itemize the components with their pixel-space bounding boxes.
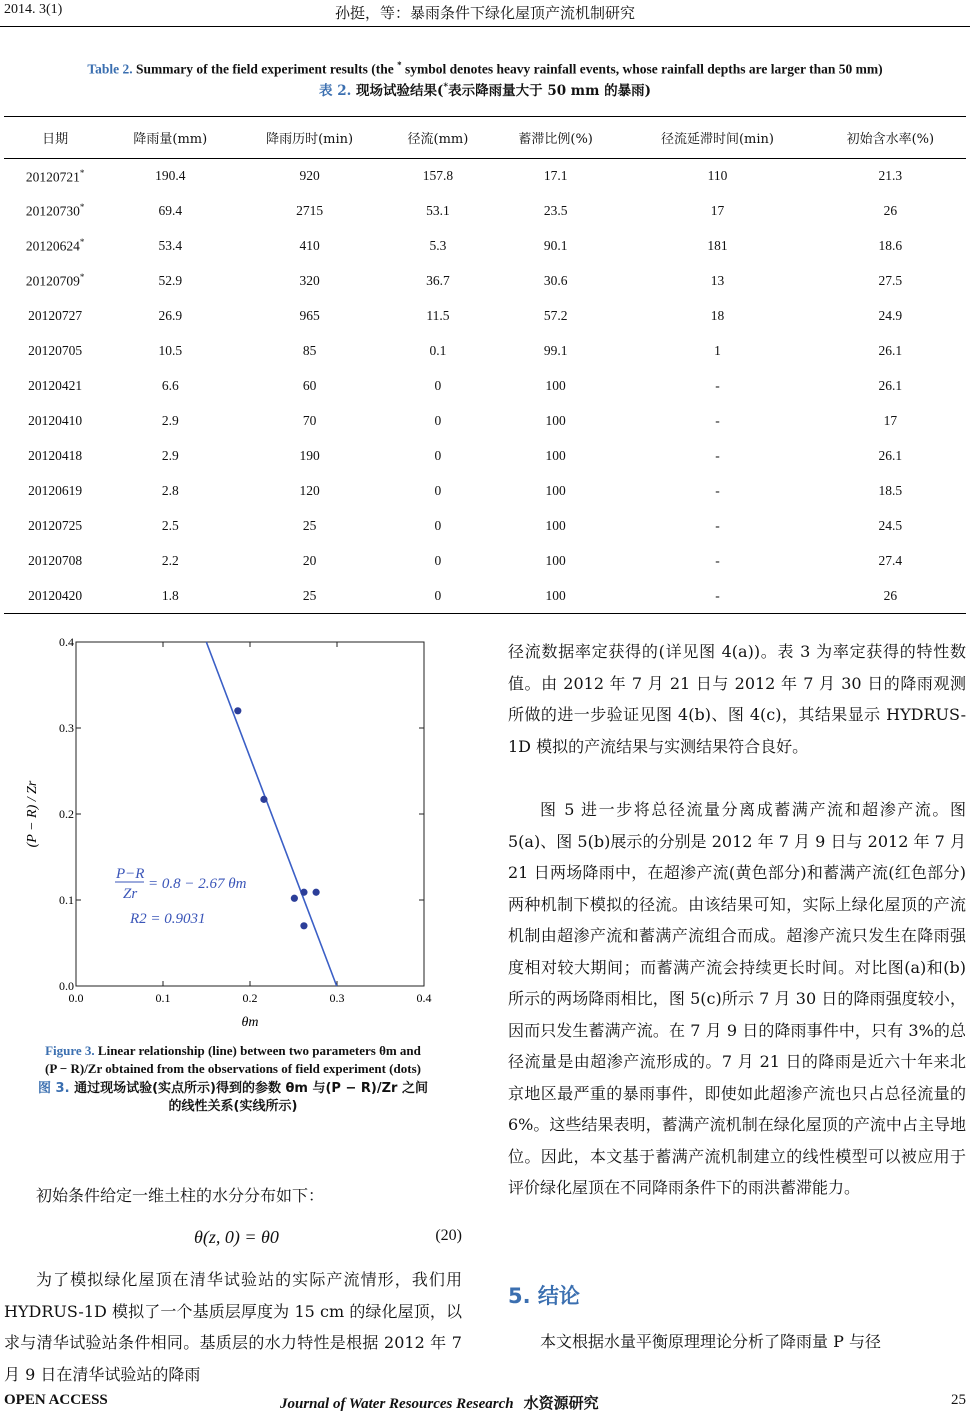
cell-retention: 17.1 xyxy=(543,168,568,184)
cell-rain: 10.5 xyxy=(158,343,183,358)
results-table xyxy=(4,116,966,614)
annotation-numerator: P−R xyxy=(116,866,145,882)
cell-runoff: 36.7 xyxy=(426,273,450,288)
cell-moisture: 21.3 xyxy=(878,168,903,184)
cell-rain: 2.9 xyxy=(161,413,179,428)
cell-rain: 2.5 xyxy=(161,518,179,533)
cell-moisture: 26 xyxy=(883,203,898,218)
page-footer xyxy=(0,1390,970,1413)
fit-line xyxy=(206,642,336,986)
data-point xyxy=(300,889,307,896)
cell-moisture: 17 xyxy=(883,413,898,428)
table-row xyxy=(4,439,966,474)
table-body xyxy=(4,159,966,614)
table-row xyxy=(4,509,966,544)
table-row xyxy=(4,194,966,229)
cell-date: 20120721* xyxy=(25,167,85,184)
cell-rain: 2.9 xyxy=(161,448,179,463)
cell-date: 20120418 xyxy=(28,448,83,463)
cell-date: 20120421 xyxy=(28,378,83,393)
cell-runoff: 157.8 xyxy=(422,168,454,184)
cell-delay: - xyxy=(715,378,720,393)
left-paragraph-1: 初始条件给定一维土柱的水分分布如下： xyxy=(36,1186,325,1205)
cell-duration: 120 xyxy=(299,483,320,498)
cell-delay: 110 xyxy=(707,168,728,184)
cell-retention: 30.6 xyxy=(543,273,568,288)
regression-annotation xyxy=(115,866,247,927)
data-point xyxy=(313,889,320,896)
right-paragraph-3: 本文根据水量平衡原理理论分析了降雨量 P 与径 xyxy=(540,1332,881,1351)
cell-moisture: 26.1 xyxy=(878,378,903,393)
running-title: 孙挺，等：暴雨条件下绿化屋顶产流机制研究 xyxy=(334,4,635,22)
cell-moisture: 24.5 xyxy=(878,518,903,533)
cell-retention: 100 xyxy=(545,587,566,603)
cell-runoff: 0 xyxy=(434,518,442,533)
issue-number: 2014. 3(1) xyxy=(4,2,63,17)
figure-caption-zh: 图 3. 通过现场试验(实点所示)得到的参数 θm 与(P − R)/Zr 之间 的线性关系(实线所示) xyxy=(38,1081,428,1114)
y-tick-label: 0.2 xyxy=(59,807,74,821)
page-number: 25 xyxy=(951,1392,966,1408)
cell-rain: 6.6 xyxy=(161,378,179,393)
col-duration: 降雨历时(min) xyxy=(266,132,354,147)
cell-date: 20120730* xyxy=(25,202,85,219)
cell-date: 20120708 xyxy=(28,553,83,568)
table-header-row xyxy=(4,117,966,159)
annotation-equation: = 0.8 − 2.67 θm xyxy=(148,876,247,892)
journal-name: Journal of Water Resources Research 水资源研究 xyxy=(280,1394,599,1412)
right-paragraph-1: 径流数据率定获得的(详见图 4(a))。表 3 为率定获得的特性数值。由 2012 年 7 月 21 日与 2012 年 7 月 30 日的降雨观测所做的进一步验证见图 4(b)、图 4(c)，其结果显示 HYDRUS-1D 模拟的产流结果与实测结果符合良好。 xyxy=(508,642,966,756)
cell-runoff: 5.3 xyxy=(429,238,447,253)
cell-moisture: 26 xyxy=(883,587,898,603)
col-date: 日期 xyxy=(42,132,69,147)
cell-date: 20120410 xyxy=(28,413,83,428)
table-row xyxy=(4,229,966,264)
cell-runoff: 0 xyxy=(434,413,442,428)
cell-retention: 90.1 xyxy=(543,238,568,253)
data-point xyxy=(260,796,267,803)
cell-moisture: 27.5 xyxy=(878,273,903,288)
cell-rain: 2.8 xyxy=(161,483,179,498)
table-row xyxy=(4,544,966,579)
table-row xyxy=(4,369,966,404)
cell-retention: 100 xyxy=(545,553,566,568)
cell-runoff: 0 xyxy=(434,483,442,498)
cell-delay: 17 xyxy=(710,203,725,218)
data-point xyxy=(234,707,241,714)
cell-date: 20120725 xyxy=(28,518,83,533)
data-point xyxy=(291,895,298,902)
cell-rain: 52.9 xyxy=(158,273,183,288)
table-row xyxy=(4,334,966,369)
cell-duration: 70 xyxy=(302,413,317,428)
cell-rain: 2.2 xyxy=(161,553,179,568)
x-tick-label: 0.4 xyxy=(416,991,432,1005)
cell-retention: 57.2 xyxy=(543,308,568,323)
right-paragraph-2: 图 5 进一步将总径流量分离成蓄满产流和超渗产流。图 5(a)、图 5(b)展示的分别是 2012 年 7 月 9 日与 2012 年 7 月 21 日两场降雨中，在超渗产流(黄色部分)和蓄满产流(红色部分)两种机制下模拟的径流。由该结果可知，实际上绿化屋顶的产流机制由超渗产流和蓄满产流组合而成。超渗产流只发生在降雨强度相对较大期间；而蓄满产流会持续更长时间。对比图(a)和(b)所示的两场降雨相比，图 5(c)所示 7 月 30 日的降雨强度较小，因而只发生蓄满产流。在 7 月 9 日的降雨事件中，只有 3%的总径流量是由超渗产流形成的。7 月 21 日的降雨是近六十年来北京地区最严重的暴雨事件，即使如此超渗产流也只占总径流量的 6%。这些结果表明，蓄满产流机制在绿化屋顶的产流中占主导地位。因此，本文基于蓄满产流机制建立的线性模型可以被应用于评价绿化屋顶在不同降雨条件下的雨洪蓄滞能力。 xyxy=(508,800,966,1197)
y-tick-label: 0.1 xyxy=(59,893,74,907)
scatter-chart xyxy=(20,628,450,1028)
left-paragraph-2: 为了模拟绿化屋顶在清华试验站的实际产流情形，我们用 HYDRUS-1D 模拟了一个基质层厚度为 15 cm 的绿化屋顶，以求与清华试验站条件相同。基质层的水力特性是根据 2012 年 7 月 9 日在清华试验站的降雨 xyxy=(4,1270,462,1384)
col-moisture: 初始含水率(%) xyxy=(846,132,935,147)
cell-rain: 26.9 xyxy=(158,308,183,323)
equation-20 xyxy=(4,1227,462,1257)
cell-rain: 190.4 xyxy=(155,168,186,184)
cell-duration: 965 xyxy=(299,308,320,323)
equation-body: θ(z, 0) = θ0 xyxy=(194,1227,279,1247)
cell-retention: 100 xyxy=(545,413,566,428)
cell-runoff: 0 xyxy=(434,587,442,603)
cell-delay: - xyxy=(715,587,720,603)
cell-runoff: 0 xyxy=(434,448,442,463)
cell-retention: 100 xyxy=(545,448,566,463)
col-rainfall: 降雨量(mm) xyxy=(133,132,208,147)
cell-delay: 18 xyxy=(710,308,725,323)
col-runoff: 径流(mm) xyxy=(407,132,469,147)
table-caption-en: Table 2. Summary of the field experiment results (the * symbol denotes heavy rainfall events, whose rainfall depths are larger than 50 mm) xyxy=(87,60,883,77)
cell-delay: - xyxy=(715,448,720,463)
cell-delay: - xyxy=(715,518,720,533)
y-tick-label: 0.4 xyxy=(59,635,74,649)
col-delay: 径流延滞时间(min) xyxy=(660,132,774,147)
cell-delay: - xyxy=(715,553,720,568)
cell-moisture: 26.1 xyxy=(878,448,903,463)
cell-moisture: 26.1 xyxy=(878,343,903,358)
y-axis-label: (P − R) / Zr xyxy=(25,780,40,848)
data-point xyxy=(300,922,307,929)
plot-frame xyxy=(76,642,424,986)
cell-runoff: 0.1 xyxy=(429,343,447,358)
cell-date: 20120727 xyxy=(28,308,83,323)
cell-delay: 181 xyxy=(707,238,728,253)
cell-duration: 25 xyxy=(302,587,317,603)
cell-duration: 320 xyxy=(299,273,320,288)
cell-duration: 20 xyxy=(302,553,317,568)
cell-moisture: 18.5 xyxy=(878,483,903,498)
cell-duration: 410 xyxy=(299,238,320,253)
cell-runoff: 0 xyxy=(434,378,442,393)
table-row xyxy=(4,579,966,614)
x-axis-label: θm xyxy=(241,1015,259,1028)
cell-duration: 85 xyxy=(302,343,317,358)
cell-duration: 60 xyxy=(302,378,317,393)
cell-runoff: 11.5 xyxy=(426,308,450,323)
col-retention: 蓄滞比例(%) xyxy=(518,132,593,147)
x-tick-label: 0.0 xyxy=(68,991,84,1005)
cell-duration: 920 xyxy=(299,168,320,184)
cell-delay: 13 xyxy=(710,273,725,288)
cell-moisture: 24.9 xyxy=(878,308,903,323)
cell-duration: 190 xyxy=(299,448,320,463)
data-points xyxy=(234,707,320,929)
cell-duration: 25 xyxy=(302,518,317,533)
cell-date: 20120619 xyxy=(28,483,83,498)
annotation-denominator: Zr xyxy=(123,886,138,902)
cell-duration: 2715 xyxy=(296,203,324,218)
cell-date: 20120624* xyxy=(25,237,85,254)
x-tick-label: 0.2 xyxy=(242,991,258,1005)
cell-retention: 99.1 xyxy=(543,343,568,358)
open-access-label: OPEN ACCESS xyxy=(4,1392,108,1408)
table-row xyxy=(4,159,966,194)
cell-retention: 100 xyxy=(545,518,566,533)
cell-retention: 23.5 xyxy=(543,203,568,218)
table-row xyxy=(4,474,966,509)
cell-moisture: 27.4 xyxy=(878,553,903,568)
cell-date: 20120705 xyxy=(28,343,83,358)
cell-rain: 53.4 xyxy=(158,238,183,253)
table-row xyxy=(4,404,966,439)
y-tick-label: 0.3 xyxy=(59,721,74,735)
annotation-r-squared: R2 = 0.9031 xyxy=(130,911,206,927)
cell-date: 20120709* xyxy=(25,272,85,289)
cell-rain: 1.8 xyxy=(161,587,179,603)
axis-ticks xyxy=(59,635,432,1005)
figure-caption-en: Figure 3. Linear relationship (line) between two parameters θm and (P − R)/Zr obtained from the observations of field experiment (dots) xyxy=(45,1043,421,1076)
x-tick-label: 0.3 xyxy=(329,991,345,1005)
cell-delay: - xyxy=(715,413,720,428)
table-row xyxy=(4,264,966,299)
cell-date: 20120420 xyxy=(28,587,83,603)
table-row xyxy=(4,299,966,334)
y-tick-label: 0.0 xyxy=(59,979,74,993)
cell-delay: 1 xyxy=(714,343,721,358)
section-heading-conclusion: 5. 结论 xyxy=(508,1284,580,1308)
cell-retention: 100 xyxy=(545,483,566,498)
equation-number: (20) xyxy=(435,1227,462,1244)
cell-retention: 100 xyxy=(545,378,566,393)
fit-line-group xyxy=(206,642,336,986)
x-tick-label: 0.1 xyxy=(155,991,171,1005)
page-header xyxy=(0,0,970,27)
cell-runoff: 0 xyxy=(434,553,442,568)
cell-delay: - xyxy=(715,483,720,498)
cell-runoff: 53.1 xyxy=(426,203,450,218)
cell-moisture: 18.6 xyxy=(878,238,903,253)
cell-rain: 69.4 xyxy=(158,203,183,218)
table-caption-zh: 表 2. 现场试验结果(*表示降雨量大于 50 mm 的暴雨) xyxy=(319,82,651,99)
